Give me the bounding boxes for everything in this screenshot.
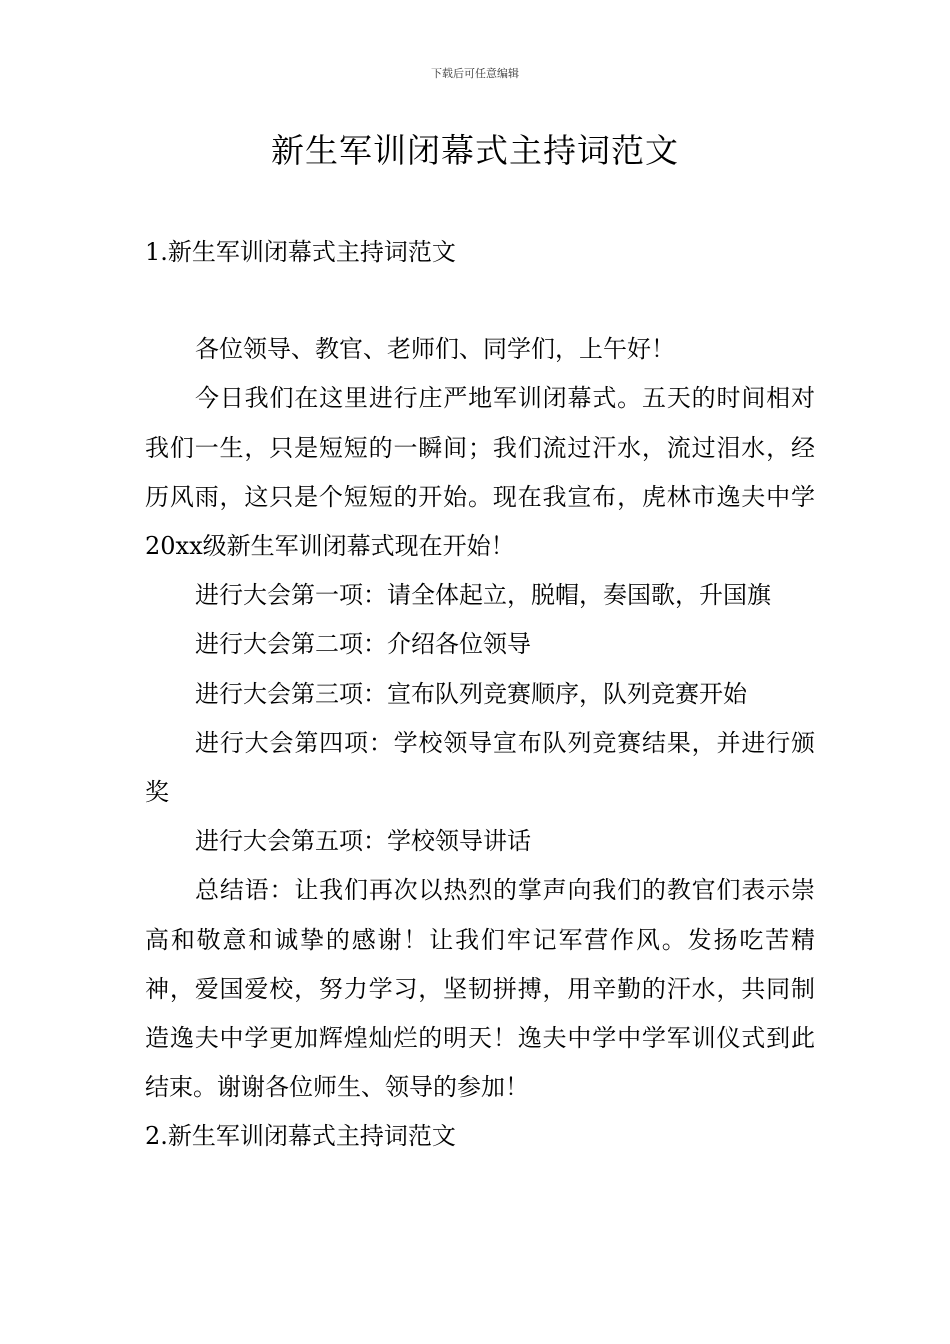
- paragraph-opening: 今日我们在这里进行庄严地军训闭幕式。五天的时间相对我们一生，只是短短的一瞬间；我们流过汗水，流过泪水，经历风雨，这只是个短短的开始。现在我宣布，虎林市逸夫中学20xx级新生军训闭幕式现在开始！: [145, 384, 815, 561]
- paragraph-item-3: 进行大会第三项：宣布队列竞赛顺序，队列竞赛开始: [195, 679, 747, 708]
- paragraph-summary: 总结语：让我们再次以热烈的掌声向我们的教官们表示崇高和敬意和诚挚的感谢！让我们牢记军营作风。发扬吃苦精神，爱国爱校，努力学习，坚韧拼搏，用辛勤的汗水，共同制造逸夫中学更加辉煌灿烂的明天！逸夫中学中学军训仪式到此结束。谢谢各位师生、领导的参加！: [145, 876, 815, 1102]
- section-heading-1: 1.新生军训闭幕式主持词范文: [145, 238, 456, 266]
- paragraph-item-4: 进行大会第四项：学校领导宣布队列竞赛结果，并进行颁奖: [145, 728, 815, 807]
- paragraph-item-2: 进行大会第二项：介绍各位领导: [195, 630, 531, 659]
- paragraph-item-1: 进行大会第一项：请全体起立，脱帽，奏国歌，升国旗: [195, 581, 771, 610]
- document-title: 新生军训闭幕式主持词范文: [271, 131, 679, 170]
- header-note: 下载后可任意编辑: [431, 67, 519, 80]
- section-heading-2: 2.新生军训闭幕式主持词范文: [145, 1122, 456, 1151]
- blank-line: [145, 277, 815, 325]
- paragraph-item-5: 进行大会第五项：学校领导讲话: [195, 827, 531, 856]
- paragraph-greeting: 各位领导、教官、老师们、同学们，上午好！: [195, 335, 675, 364]
- document-body: [145, 228, 815, 1162]
